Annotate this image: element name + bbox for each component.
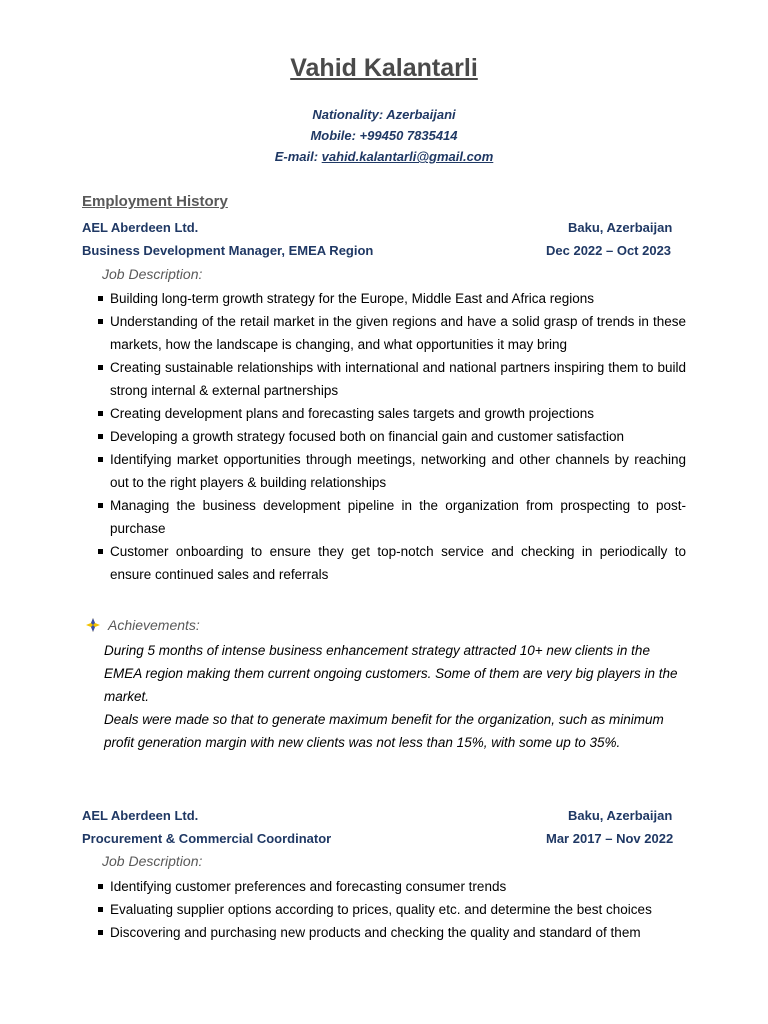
list-item: Identifying customer preferences and forecasting consumer trends bbox=[96, 875, 686, 898]
list-item: Managing the business development pipeline in the organization from prospecting to post-purchase bbox=[96, 494, 686, 540]
job1-description-label: Job Description: bbox=[102, 266, 203, 282]
section-employment-history: Employment History bbox=[82, 193, 228, 210]
list-item: Building long-term growth strategy for the Europe, Middle East and Africa regions bbox=[96, 287, 686, 310]
bullet-icon bbox=[98, 549, 103, 554]
candidate-name: Vahid Kalantarli bbox=[290, 54, 478, 82]
job1-title-row bbox=[82, 243, 686, 258]
bullet-icon bbox=[98, 884, 103, 889]
list-item: Understanding of the retail market in the given regions and have a solid grasp of trends in these markets, how the landscape is changing, and what opportunities it may bring bbox=[96, 310, 686, 356]
diamond-bullet-icon bbox=[86, 618, 100, 632]
list-item: Evaluating supplier options according to prices, quality etc. and determine the best choices bbox=[96, 898, 686, 921]
email-link[interactable]: vahid.kalantarli@gmail.com bbox=[321, 149, 494, 164]
list-item: Developing a growth strategy focused both on financial gain and customer satisfaction bbox=[96, 425, 686, 448]
achievements-heading bbox=[86, 617, 200, 633]
job2-bullet-list bbox=[96, 875, 686, 944]
achievements-text bbox=[104, 639, 686, 754]
job1-bullet-list bbox=[96, 287, 686, 586]
bullet-icon bbox=[98, 434, 103, 439]
email-label: E-mail: bbox=[274, 149, 322, 164]
bullet-icon bbox=[98, 319, 103, 324]
email-line bbox=[0, 149, 768, 164]
achievement-paragraph: During 5 months of intense business enhancement strategy attracted 10+ new clients in the EMEA region making them current ongoing customers. Some of them are very big players in the market. bbox=[104, 643, 678, 704]
list-item: Creating development plans and forecasting sales targets and growth projections bbox=[96, 402, 686, 425]
list-item: Identifying market opportunities through meetings, networking and other channels by reaching out to the right players & building relationships bbox=[96, 448, 686, 494]
job1-location: Baku, Azerbaijan bbox=[568, 220, 673, 235]
list-item: Discovering and purchasing new products and checking the quality and standard of them bbox=[96, 921, 686, 944]
job1-company-row bbox=[82, 220, 686, 235]
bullet-icon bbox=[98, 457, 103, 462]
job1-title: Business Development Manager, EMEA Region bbox=[82, 243, 374, 258]
job1-dates: Dec 2022 – Oct 2023 bbox=[546, 243, 672, 258]
job2-company: AEL Aberdeen Ltd. bbox=[82, 808, 199, 823]
job2-description-label: Job Description: bbox=[102, 853, 203, 869]
mobile: Mobile: +99450 7835414 bbox=[310, 128, 458, 143]
bullet-icon bbox=[98, 411, 103, 416]
list-item: Customer onboarding to ensure they get top-notch service and checking in periodically to ensure continued sales and referrals bbox=[96, 540, 686, 586]
job2-title: Procurement & Commercial Coordinator bbox=[82, 831, 332, 846]
job2-title-row bbox=[82, 831, 686, 846]
bullet-icon bbox=[98, 365, 103, 370]
bullet-icon bbox=[98, 503, 103, 508]
job2-company-row bbox=[82, 808, 686, 823]
achievement-paragraph: Deals were made so that to generate maximum benefit for the organization, such as minimum profit generation margin with new clients was not less than 15%, with some up to 35%. bbox=[104, 712, 664, 750]
job2-dates: Mar 2017 – Nov 2022 bbox=[546, 831, 674, 846]
job1-company: AEL Aberdeen Ltd. bbox=[82, 220, 199, 235]
nationality: Nationality: Azerbaijani bbox=[312, 107, 456, 122]
achievements-label: Achievements: bbox=[108, 617, 200, 633]
list-item: Creating sustainable relationships with international and national partners inspiring them to build strong internal & external partnerships bbox=[96, 356, 686, 402]
bullet-icon bbox=[98, 296, 103, 301]
bullet-icon bbox=[98, 930, 103, 935]
bullet-icon bbox=[98, 907, 103, 912]
job2-location: Baku, Azerbaijan bbox=[568, 808, 673, 823]
